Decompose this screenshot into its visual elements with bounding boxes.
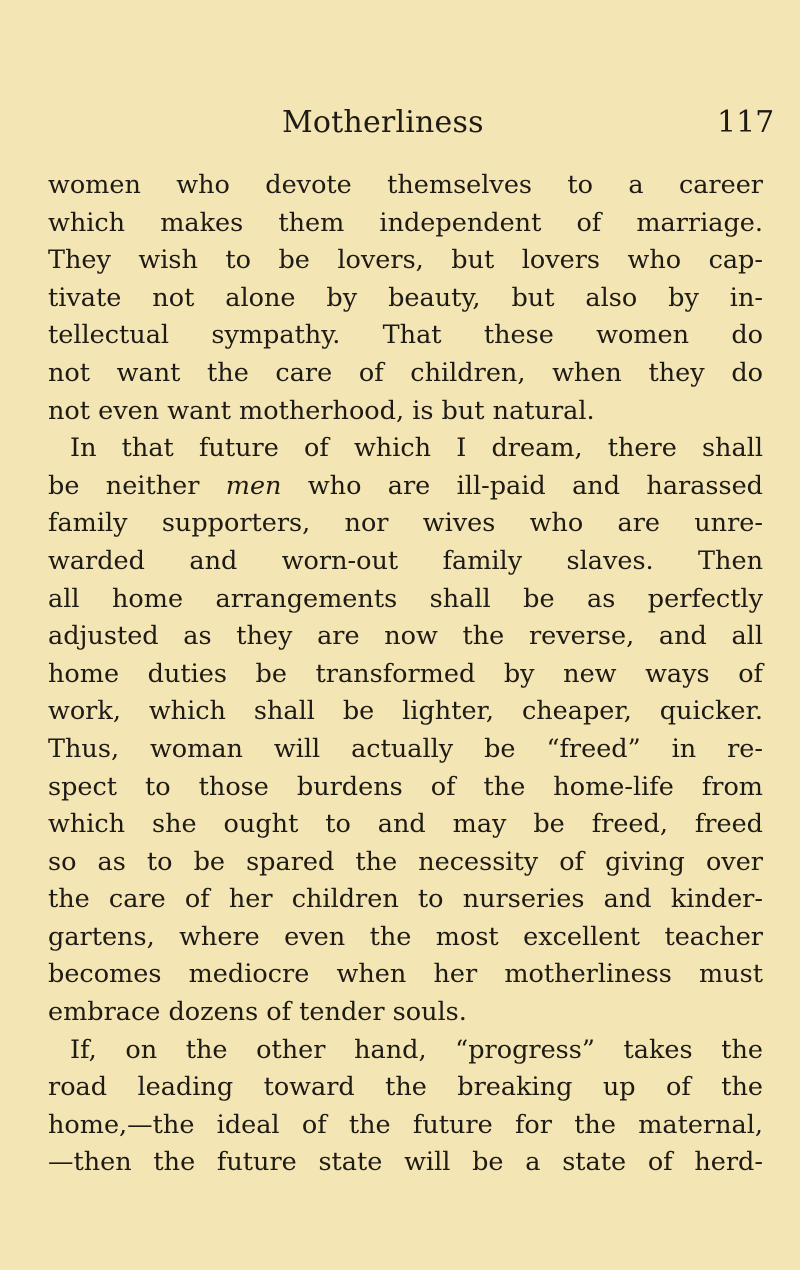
text-line: which makes them independent of marriage.: [48, 207, 763, 238]
text-line-with-italic: [48, 468, 763, 506]
italic-word: men: [225, 470, 282, 501]
text-line: spect to those burdens of the home-life from: [48, 771, 763, 802]
text-line: becomes mediocre when her motherliness must: [48, 959, 763, 990]
text-line: the care of her children to nurseries and kinder-: [48, 884, 763, 915]
text-line: They wish to be lovers, but lovers who cap-: [48, 245, 763, 276]
text-line: warded and worn-out family slaves. Then: [48, 545, 763, 576]
text-segment: be neither: [48, 470, 226, 501]
page-number: 117: [717, 105, 775, 140]
text-line: work, which shall be lighter, cheaper, quicker.: [48, 696, 763, 727]
text-line: If, on the other hand, “progress” takes the: [70, 1034, 763, 1065]
text-line: embrace dozens of tender souls.: [48, 997, 467, 1028]
text-segment: who are ill-paid and harassed: [281, 470, 763, 501]
body-text: [48, 167, 763, 1182]
text-line: all home arrangements shall be as perfectly: [48, 583, 763, 614]
text-line: not want the care of children, when they do: [48, 357, 763, 388]
text-line: which she ought to and may be freed, freed: [48, 809, 763, 840]
text-line: home duties be transformed by new ways of: [48, 658, 763, 689]
text-line: In that future of which I dream, there shall: [70, 433, 763, 464]
text-line: so as to be spared the necessity of giving over: [48, 846, 763, 877]
text-line: tivate not alone by beauty, but also by in-: [48, 282, 763, 313]
text-line: women who devote themselves to a career: [48, 170, 763, 200]
text-line: tellectual sympathy. That these women do: [48, 320, 763, 351]
text-line: Thus, woman will actually be “freed” in re-: [48, 733, 763, 764]
text-line: home,—the ideal of the future for the maternal,: [48, 1109, 763, 1140]
running-head: [0, 103, 800, 143]
text-line: gartens, where even the most excellent teacher: [48, 921, 763, 952]
running-title: Motherliness: [282, 105, 484, 140]
text-line: road leading toward the breaking up of the: [48, 1072, 763, 1103]
text-line: family supporters, nor wives who are unre-: [48, 508, 763, 539]
text-line: —then the future state will be a state of herd-: [48, 1147, 763, 1178]
text-line: adjusted as they are now the reverse, and all: [48, 621, 763, 652]
text-line: not even want motherhood, is but natural.: [48, 395, 595, 426]
